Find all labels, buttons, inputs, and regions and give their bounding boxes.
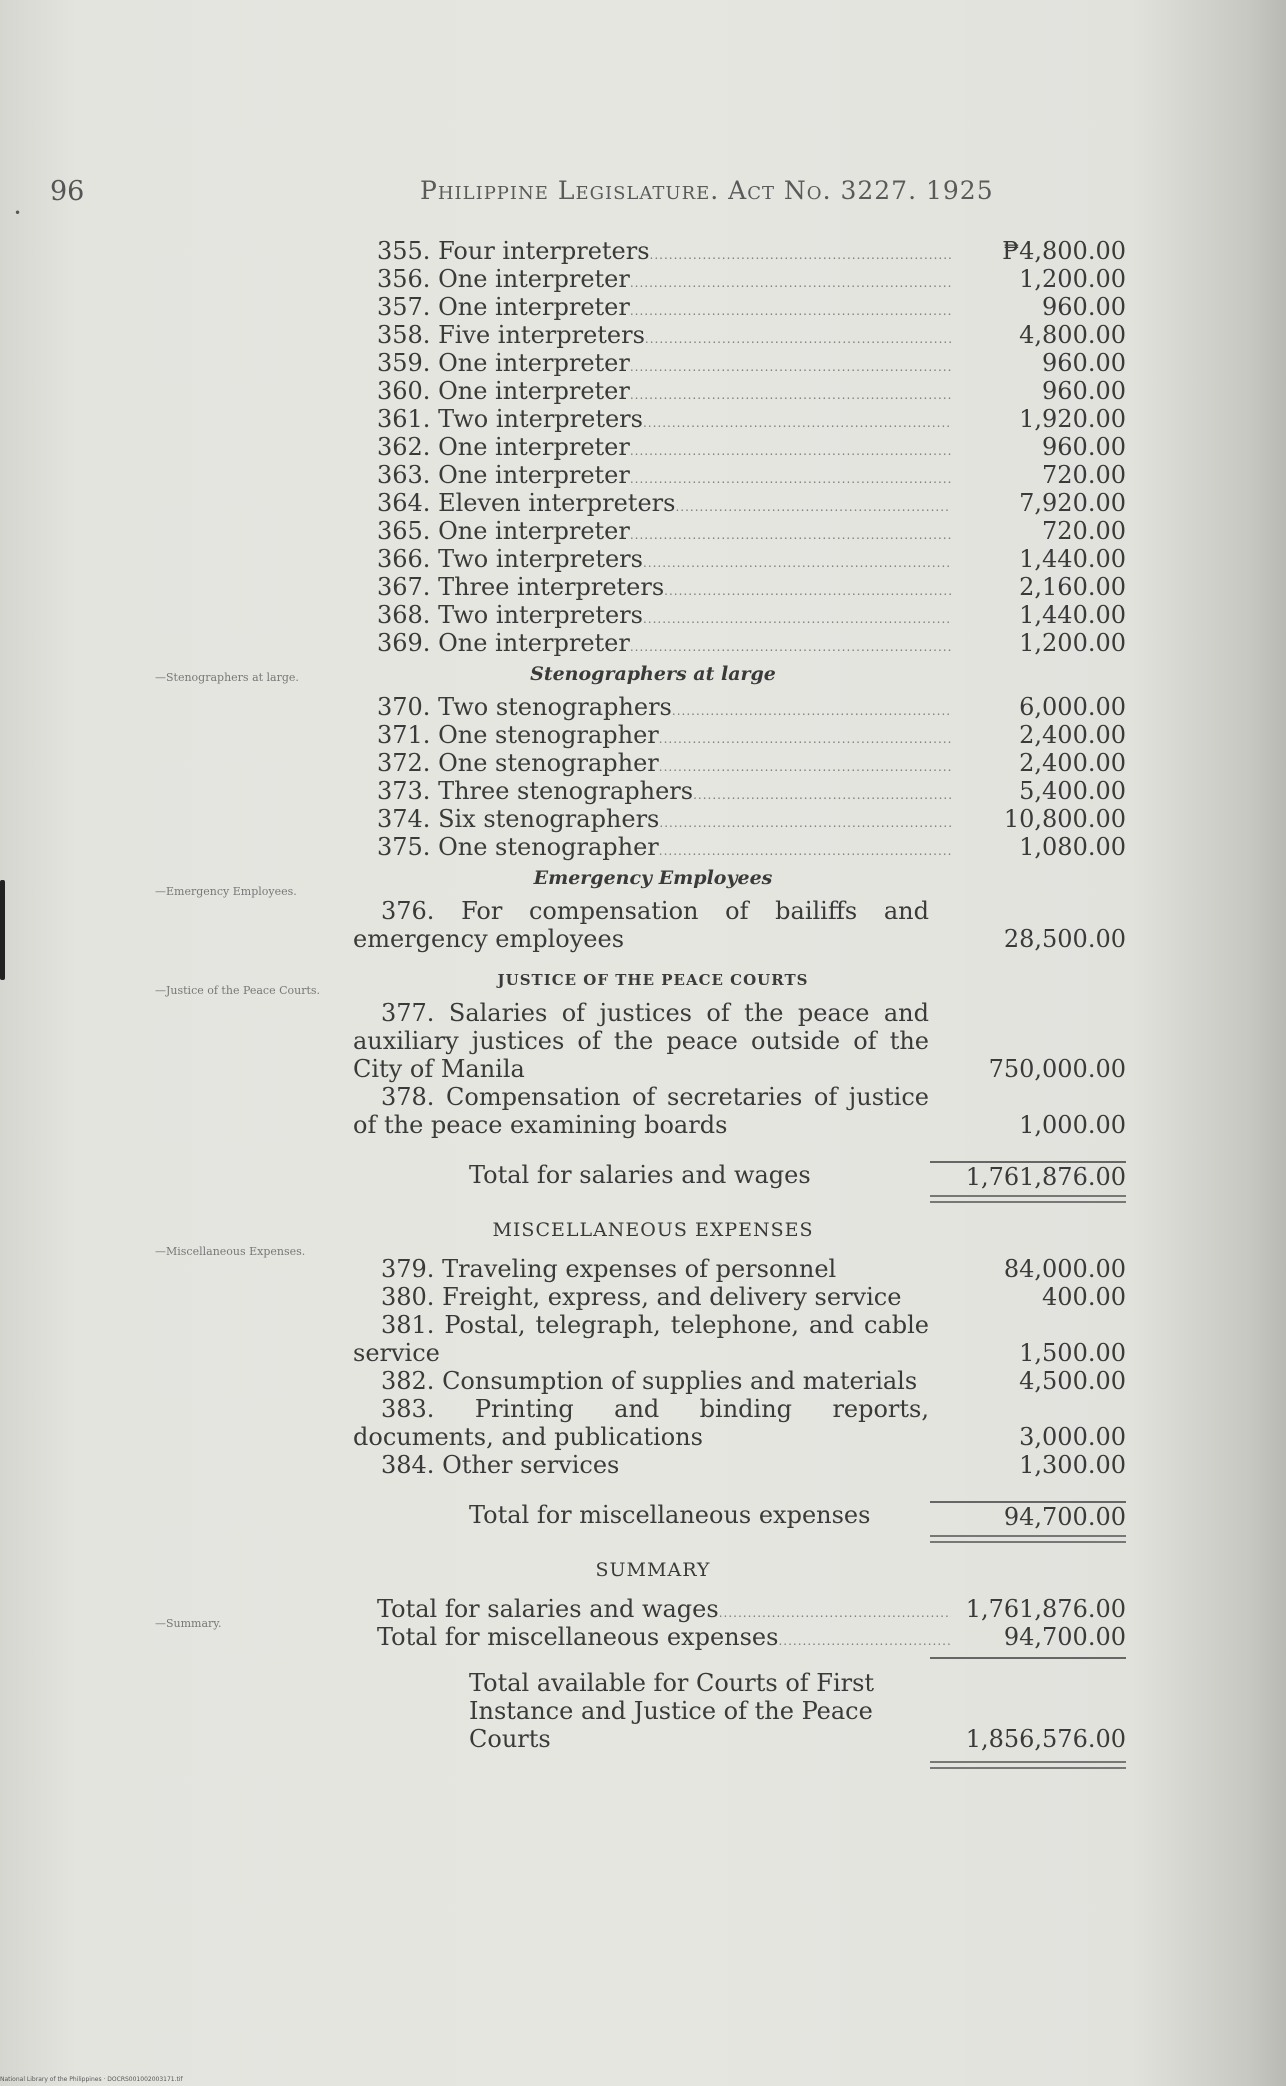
table-row (353, 545, 1126, 573)
item-amount: 960.00 (1042, 377, 1126, 405)
total-label: Total for salaries and wages (469, 1161, 811, 1189)
total-misc-row (353, 1493, 1126, 1539)
paragraph-item (353, 1367, 1126, 1395)
table-row (353, 265, 1126, 293)
item-amount: 5,400.00 (1019, 777, 1126, 805)
item-label: 367. Three interpreters ..... (377, 573, 951, 605)
table-row (353, 321, 1126, 349)
item-label: 362. One interpreter ..... (377, 433, 951, 465)
total-amount: 1,761,876.00 (930, 1161, 1126, 1191)
margin-note-stenographers: —Stenographers at large. (155, 671, 299, 684)
page-number: 96 (50, 176, 85, 207)
table-row (353, 349, 1126, 377)
item-label: 371. One stenographer ..... (377, 721, 951, 753)
item-label: 360. One interpreter ..... (377, 377, 951, 409)
table-row (353, 237, 1126, 265)
summary-label: Total for salaries and wages ..... (377, 1595, 951, 1627)
section-heading-stenographers: Stenographers at large (530, 663, 776, 685)
item-label: 372. One stenographer ..... (377, 749, 951, 781)
item-text: 380. Freight, express, and delivery service (381, 1283, 902, 1311)
item-text: 384. Other services (381, 1451, 620, 1479)
item-amount: 750,000.00 (988, 1055, 1126, 1083)
page-header (0, 176, 1286, 220)
item-amount: ₱4,800.00 (1002, 237, 1126, 265)
dot-mark: • (14, 206, 22, 220)
section-heading-summary: SUMMARY (595, 1559, 711, 1581)
summary-row (353, 1623, 1126, 1651)
item-text: 381. Postal, telegraph, telephone, and cable service (353, 1311, 929, 1367)
item-label: 365. One interpreter ..... (377, 517, 951, 549)
total-salaries-row (353, 1153, 1126, 1199)
paragraph-item (353, 1395, 1126, 1451)
total-amount: 94,700.00 (930, 1501, 1126, 1531)
table-row (353, 293, 1126, 321)
item-amount: 1,000.00 (1019, 1111, 1126, 1139)
item-amount: 720.00 (1042, 517, 1126, 545)
table-row (353, 693, 1126, 721)
item-label: 374. Six stenographers ..... (377, 805, 951, 837)
item-amount: 1,440.00 (1019, 601, 1126, 629)
item-text: 378. Compensation of secretaries of justice of the peace examining boards (353, 1083, 929, 1139)
appropriation-table (353, 237, 1126, 1767)
item-label: 370. Two stenographers ..... (377, 693, 951, 725)
margin-note-summary: —Summary. (155, 1617, 222, 1630)
double-rule (930, 1535, 1126, 1543)
item-amount: 1,500.00 (1019, 1339, 1126, 1367)
item-label: 364. Eleven interpreters ..... (377, 489, 951, 521)
item-amount: 3,000.00 (1019, 1423, 1126, 1451)
table-row (353, 433, 1126, 461)
item-text: 383. Printing and binding reports, documents, and publications (353, 1395, 929, 1451)
item-amount: 4,500.00 (1019, 1367, 1126, 1395)
item-label: 375. One stenographer ..... (377, 833, 951, 865)
item-amount: 1,440.00 (1019, 545, 1126, 573)
table-row (353, 489, 1126, 517)
paragraph-item (353, 897, 1126, 953)
grand-total-label: Total available for Courts of First Instance and Justice of the Peace Courts (469, 1669, 875, 1753)
section-heading-emergency: Emergency Employees (533, 867, 773, 889)
item-label: 363. One interpreter ..... (377, 461, 951, 493)
item-amount: 2,400.00 (1019, 749, 1126, 777)
item-amount: 7,920.00 (1019, 489, 1126, 517)
margin-note-emergency: —Emergency Employees. (155, 885, 297, 898)
item-amount: 1,200.00 (1019, 265, 1126, 293)
summary-amount: 94,700.00 (1003, 1623, 1126, 1651)
table-row (353, 601, 1126, 629)
total-label: Total for miscellaneous expenses (469, 1501, 871, 1529)
summary-row (353, 1595, 1126, 1623)
item-amount: 1,300.00 (1019, 1451, 1126, 1479)
table-row (353, 517, 1126, 545)
grand-rule-wrap (353, 1753, 1126, 1767)
paragraph-item (353, 1083, 1126, 1139)
grand-total-item (353, 1669, 1126, 1753)
item-label: 359. One interpreter ..... (377, 349, 951, 381)
double-rule (930, 1761, 1126, 1769)
item-amount: 1,080.00 (1019, 833, 1126, 861)
item-amount: 960.00 (1042, 433, 1126, 461)
item-amount: 2,400.00 (1019, 721, 1126, 749)
summary-amount: 1,761,876.00 (965, 1595, 1126, 1623)
table-row (353, 777, 1126, 805)
table-row (353, 749, 1126, 777)
table-row (353, 805, 1126, 833)
summary-rule-wrap (353, 1651, 1126, 1663)
summary-rule (930, 1657, 1126, 1659)
item-label: 369. One interpreter ..... (377, 629, 951, 661)
stenographer-list (353, 693, 1126, 861)
summary-label: Total for miscellaneous expenses ..... (377, 1623, 951, 1655)
running-title: Philippine Legislature. Act No. 3227. 1925 (420, 176, 994, 205)
item-amount: 6,000.00 (1019, 693, 1126, 721)
grand-total-amount: 1,856,576.00 (965, 1725, 1126, 1753)
paragraph-item (353, 999, 1126, 1083)
item-amount: 84,000.00 (1003, 1255, 1126, 1283)
table-row (353, 461, 1126, 489)
margin-note-justice: —Justice of the Peace Courts. (155, 984, 321, 997)
item-label: 373. Three stenographers ..... (377, 777, 951, 809)
item-text: 379. Traveling expenses of personnel (381, 1255, 837, 1283)
item-amount: 2,160.00 (1019, 573, 1126, 601)
item-text: 377. Salaries of justices of the peace and auxiliary justices of the peace outside of the City of Manila (353, 999, 929, 1083)
table-row (353, 405, 1126, 433)
paragraph-item (353, 1311, 1126, 1367)
item-amount: 10,800.00 (1003, 805, 1126, 833)
table-row (353, 721, 1126, 749)
item-amount: 1,920.00 (1019, 405, 1126, 433)
interpreter-list (353, 237, 1126, 657)
binding-shadow (0, 880, 5, 980)
paragraph-item (353, 1451, 1126, 1479)
section-heading-misc: MISCELLANEOUS EXPENSES (492, 1219, 814, 1241)
margin-note-misc: —Miscellaneous Expenses. (155, 1245, 306, 1258)
scan-footer: National Library of the Philippines · DOCRS001002003171.tif (0, 2076, 183, 2083)
item-amount: 960.00 (1042, 293, 1126, 321)
item-amount: 1,200.00 (1019, 629, 1126, 657)
item-amount: 720.00 (1042, 461, 1126, 489)
item-text: 382. Consumption of supplies and materials (381, 1367, 918, 1395)
paragraph-item (353, 1255, 1126, 1283)
item-text: 376. For compensation of bailiffs and emergency employees (353, 897, 929, 953)
item-amount: 400.00 (1042, 1283, 1126, 1311)
table-row (353, 833, 1126, 861)
item-label: 358. Five interpreters ..... (377, 321, 951, 353)
item-label: 357. One interpreter ..... (377, 293, 951, 325)
item-amount: 960.00 (1042, 349, 1126, 377)
item-label: 366. Two interpreters ..... (377, 545, 951, 577)
item-label: 356. One interpreter ..... (377, 265, 951, 297)
item-amount: 4,800.00 (1019, 321, 1126, 349)
double-rule (930, 1195, 1126, 1203)
section-heading-justice: JUSTICE OF THE PEACE COURTS (497, 971, 809, 989)
item-label: 368. Two interpreters ..... (377, 601, 951, 633)
table-row (353, 573, 1126, 601)
item-amount: 28,500.00 (1003, 925, 1126, 953)
item-label: 361. Two interpreters ..... (377, 405, 951, 437)
table-row (353, 629, 1126, 657)
table-row (353, 377, 1126, 405)
item-label: 355. Four interpreters ..... (377, 237, 951, 269)
paragraph-item (353, 1283, 1126, 1311)
